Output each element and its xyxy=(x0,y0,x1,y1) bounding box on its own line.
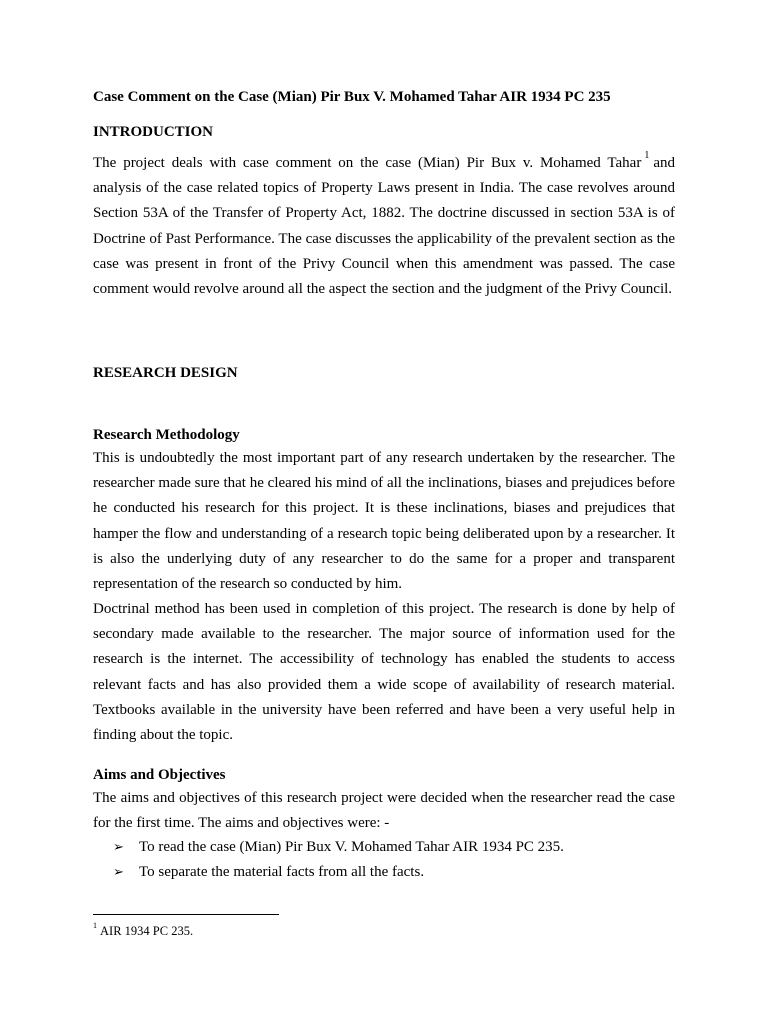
list-item-text: To separate the material facts from all the facts. xyxy=(139,864,425,880)
introduction-text-start: The project deals with case comment on the case (Mian) Pir Bux v. Mohamed Tahar xyxy=(93,155,642,171)
methodology-paragraph-2: Doctrinal method has been used in completion of this project. The research is done by help of secondary made available to the researcher. The major source of information used for the research is the internet. The accessibility of technology has enabled the students to access relevant facts and has also provided them a wide scope of availability of research material. Textbooks available in the university have been referred and have been a very useful help in finding about the topic. xyxy=(93,601,675,744)
footnote xyxy=(93,920,193,939)
list-item xyxy=(93,860,675,885)
list-item-text: To read the case (Mian) Pir Bux V. Mohamed Tahar AIR 1934 PC 235. xyxy=(139,839,564,855)
introduction-heading: INTRODUCTION xyxy=(93,124,214,140)
list-item xyxy=(93,835,675,860)
footnote-reference[interactable]: 1 xyxy=(644,150,650,161)
aims-objectives-heading: Aims and Objectives xyxy=(93,767,226,783)
research-methodology-heading: Research Methodology xyxy=(93,427,240,443)
aims-list xyxy=(93,835,675,885)
footnote-separator xyxy=(93,914,279,915)
footnote-text: AIR 1934 PC 235. xyxy=(100,924,194,939)
arrowhead-bullet-icon: ➢ xyxy=(113,840,124,855)
footnote-number: 1 xyxy=(93,921,97,930)
methodology-paragraph-1: This is undoubtedly the most important part of any research undertaken by the researcher. The researcher made sure that he cleared his mind of all the inclinations, biases and prejudices before he conducted his research for this project. It is these inclinations, biases and prejudices that hamper the flow and understanding of a research topic being deliberated upon by a researcher. It is also the underlying duty of any researcher to do the same for a proper and transparent representation of the research so conducted by him. xyxy=(93,450,675,593)
arrowhead-bullet-icon: ➢ xyxy=(113,865,124,880)
aims-objectives-paragraph: The aims and objectives of this research project were decided when the researcher read the case for the first time. The aims and objectives were: - xyxy=(93,790,675,832)
document-title: Case Comment on the Case (Mian) Pir Bux V. Mohamed Tahar AIR 1934 PC 235 xyxy=(93,89,611,105)
introduction-text-rest: and analysis of the case related topics of Property Laws present in India. The case revolves around Section 53A of the Transfer of Property Act, 1882. The doctrine discussed in section 53A is of Doctrine of Past Performance. The case discusses the applicability of the prevalent section as the case was present in front of the Privy Council when this amendment was passed. The case comment would revolve around all the aspect the section and the judgment of the Privy Council. xyxy=(93,155,675,298)
introduction-paragraph xyxy=(93,151,675,302)
research-design-heading: RESEARCH DESIGN xyxy=(93,365,238,381)
